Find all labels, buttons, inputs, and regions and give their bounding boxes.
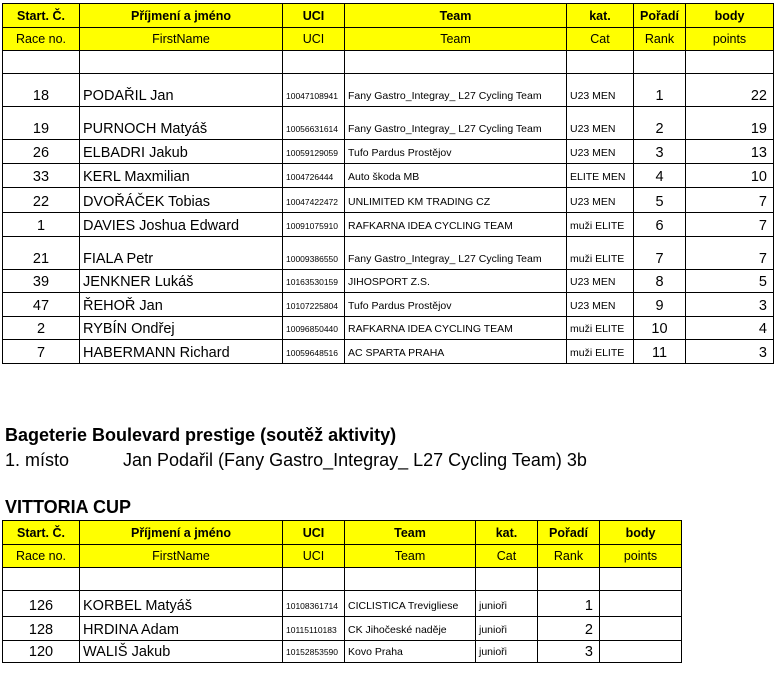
rank: 1 <box>634 74 686 107</box>
team-name: Tufo Pardus Prostějov <box>345 293 567 317</box>
team-name: UNLIMITED KM TRADING CZ <box>345 188 567 213</box>
rider-name: PURNOCH Matyáš <box>80 107 283 140</box>
team-name: Fany Gastro_Integray_ L27 Cycling Team <box>345 74 567 107</box>
rider-name: JENKNER Lukáš <box>80 270 283 293</box>
team-name: Kovo Praha <box>345 641 476 663</box>
rank: 8 <box>634 270 686 293</box>
col-points-header: body <box>686 4 774 28</box>
vittoria-title: VITTORIA CUP <box>5 497 132 517</box>
category: U23 MEN <box>567 140 634 164</box>
prestige-result <box>5 450 587 471</box>
rider-name: KERL Maxmilian <box>80 164 283 188</box>
table-row <box>3 317 774 340</box>
table-row <box>3 237 774 270</box>
category: muži ELITE <box>567 213 634 237</box>
start-number: 22 <box>3 188 80 213</box>
uci-id: 1004726444 <box>283 164 345 188</box>
category: U23 MEN <box>567 270 634 293</box>
category: muži ELITE <box>567 340 634 364</box>
points <box>600 641 682 663</box>
rider-name: FIALA Petr <box>80 237 283 270</box>
uci-id: 10047422472 <box>283 188 345 213</box>
col-team-header-en: Team <box>345 28 567 51</box>
start-number: 39 <box>3 270 80 293</box>
header-row <box>3 4 774 28</box>
col-uci-header: UCI <box>283 4 345 28</box>
uci-id: 10163530159 <box>283 270 345 293</box>
table-row <box>3 641 682 663</box>
start-number: 2 <box>3 317 80 340</box>
rider-name: DVOŘÁČEK Tobias <box>80 188 283 213</box>
rank: 7 <box>634 237 686 270</box>
uci-id: 10108361714 <box>283 591 345 617</box>
vcol-name-header: Příjmení a jméno <box>80 521 283 545</box>
rank: 10 <box>634 317 686 340</box>
category: U23 MEN <box>567 74 634 107</box>
col-cat-header: kat. <box>567 4 634 28</box>
vittoria-blank-row <box>3 568 682 591</box>
table-row <box>3 74 774 107</box>
team-name: Fany Gastro_Integray_ L27 Cycling Team <box>345 107 567 140</box>
points <box>600 591 682 617</box>
points: 3 <box>686 293 774 317</box>
rank: 4 <box>634 164 686 188</box>
table-row <box>3 340 774 364</box>
category: ELITE MEN <box>567 164 634 188</box>
uci-id: 10091075910 <box>283 213 345 237</box>
start-number: 7 <box>3 340 80 364</box>
col-rank-header: Pořadí <box>634 4 686 28</box>
rider-name: WALIŠ Jakub <box>80 641 283 663</box>
points: 3 <box>686 340 774 364</box>
results-table <box>2 3 774 364</box>
uci-id: 10152853590 <box>283 641 345 663</box>
col-name-header: Příjmení a jméno <box>80 4 283 28</box>
vcol-points-header-en: points <box>600 545 682 568</box>
rider-name: HRDINA Adam <box>80 617 283 641</box>
uci-id: 10096850440 <box>283 317 345 340</box>
points: 7 <box>686 237 774 270</box>
team-name: CK Jihočeské naděje <box>345 617 476 641</box>
team-name: Fany Gastro_Integray_ L27 Cycling Team <box>345 237 567 270</box>
vittoria-header-row-en <box>3 545 682 568</box>
rank: 3 <box>538 641 600 663</box>
table-row <box>3 293 774 317</box>
vcol-name-header-en: FirstName <box>80 545 283 568</box>
start-number: 126 <box>3 591 80 617</box>
vcol-team-header: Team <box>345 521 476 545</box>
vcol-rank-header: Pořadí <box>538 521 600 545</box>
points: 5 <box>686 270 774 293</box>
rank: 9 <box>634 293 686 317</box>
start-number: 128 <box>3 617 80 641</box>
start-number: 33 <box>3 164 80 188</box>
points: 7 <box>686 213 774 237</box>
vcol-start-header: Start. Č. <box>3 521 80 545</box>
col-name-header-en: FirstName <box>80 28 283 51</box>
rider-name: ELBADRI Jakub <box>80 140 283 164</box>
points: 22 <box>686 74 774 107</box>
category: muži ELITE <box>567 317 634 340</box>
vcol-start-header-en: Race no. <box>3 545 80 568</box>
col-points-header-en: points <box>686 28 774 51</box>
table-row <box>3 617 682 641</box>
col-start-header: Start. Č. <box>3 4 80 28</box>
prestige-title: Bageterie Boulevard prestige (soutěž aktivity) <box>5 425 397 445</box>
start-number: 120 <box>3 641 80 663</box>
points <box>600 617 682 641</box>
start-number: 18 <box>3 74 80 107</box>
rider-name: PODAŘIL Jan <box>80 74 283 107</box>
team-name: CICLISTICA Trevigliese <box>345 591 476 617</box>
vittoria-table <box>2 520 682 663</box>
vcol-uci-header-en: UCI <box>283 545 345 568</box>
team-name: Auto škoda MB <box>345 164 567 188</box>
prestige-winner: Jan Podařil (Fany Gastro_Integray_ L27 Cycling Team) 3b <box>123 450 587 470</box>
start-number: 21 <box>3 237 80 270</box>
table-row <box>3 270 774 293</box>
uci-id: 10115110183 <box>283 617 345 641</box>
team-name: AC SPARTA PRAHA <box>345 340 567 364</box>
category: muži ELITE <box>567 237 634 270</box>
category: junioři <box>476 641 538 663</box>
rank: 1 <box>538 591 600 617</box>
points: 7 <box>686 188 774 213</box>
team-name: Tufo Pardus Prostějov <box>345 140 567 164</box>
rank: 11 <box>634 340 686 364</box>
vcol-uci-header: UCI <box>283 521 345 545</box>
start-number: 47 <box>3 293 80 317</box>
uci-id: 10009386550 <box>283 237 345 270</box>
table-row <box>3 164 774 188</box>
uci-id: 10059648516 <box>283 340 345 364</box>
team-name: JIHOSPORT Z.S. <box>345 270 567 293</box>
points: 10 <box>686 164 774 188</box>
rider-name: RYBÍN Ondřej <box>80 317 283 340</box>
category: junioři <box>476 591 538 617</box>
team-name: RAFKARNA IDEA CYCLING TEAM <box>345 213 567 237</box>
col-start-header-en: Race no. <box>3 28 80 51</box>
vcol-cat-header: kat. <box>476 521 538 545</box>
table-row <box>3 591 682 617</box>
category: U23 MEN <box>567 188 634 213</box>
table-row <box>3 188 774 213</box>
vcol-points-header: body <box>600 521 682 545</box>
rank: 3 <box>634 140 686 164</box>
prestige-place: 1. místo <box>5 450 70 470</box>
start-number: 1 <box>3 213 80 237</box>
table-row <box>3 107 774 140</box>
rider-name: DAVIES Joshua Edward <box>80 213 283 237</box>
points: 19 <box>686 107 774 140</box>
vcol-cat-header-en: Cat <box>476 545 538 568</box>
category: junioři <box>476 617 538 641</box>
uci-id: 10056631614 <box>283 107 345 140</box>
uci-id: 10047108941 <box>283 74 345 107</box>
rank: 6 <box>634 213 686 237</box>
header-row-en <box>3 28 774 51</box>
points: 13 <box>686 140 774 164</box>
rider-name: ŘEHOŘ Jan <box>80 293 283 317</box>
col-rank-header-en: Rank <box>634 28 686 51</box>
category: U23 MEN <box>567 293 634 317</box>
start-number: 19 <box>3 107 80 140</box>
points: 4 <box>686 317 774 340</box>
col-uci-header-en: UCI <box>283 28 345 51</box>
vcol-rank-header-en: Rank <box>538 545 600 568</box>
blank-row <box>3 51 774 74</box>
category: U23 MEN <box>567 107 634 140</box>
table-row <box>3 213 774 237</box>
vcol-team-header-en: Team <box>345 545 476 568</box>
rank: 2 <box>634 107 686 140</box>
rank: 5 <box>634 188 686 213</box>
rank: 2 <box>538 617 600 641</box>
col-team-header: Team <box>345 4 567 28</box>
start-number: 26 <box>3 140 80 164</box>
uci-id: 10059129059 <box>283 140 345 164</box>
uci-id: 10107225804 <box>283 293 345 317</box>
rider-name: HABERMANN Richard <box>80 340 283 364</box>
table-row <box>3 140 774 164</box>
col-cat-header-en: Cat <box>567 28 634 51</box>
team-name: RAFKARNA IDEA CYCLING TEAM <box>345 317 567 340</box>
vittoria-header-row <box>3 521 682 545</box>
rider-name: KORBEL Matyáš <box>80 591 283 617</box>
